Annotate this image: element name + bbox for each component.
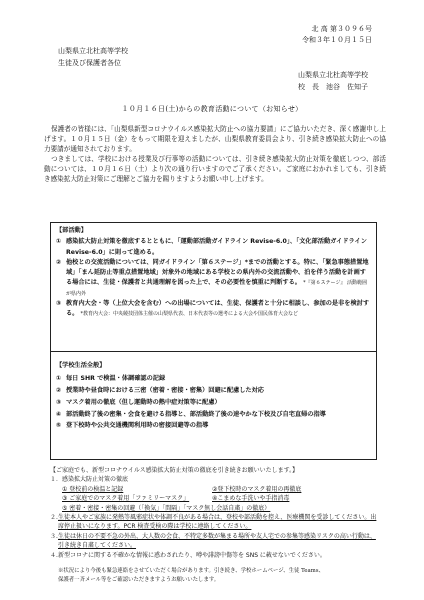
school-life-item-number: ③	[56, 398, 62, 406]
notice-sub-item: ②登下校時のマスク着用の再徹底	[212, 485, 302, 493]
sender-school: 山梨県立北杜高等学校	[298, 71, 368, 79]
notice-sub-item: ④こまめな手洗いや手指消毒	[212, 495, 290, 503]
school-life-item-text: マスク着用の徹底（但し運動時の熱中症対策等に配慮）	[66, 398, 221, 406]
school-life-item-number: ④	[56, 410, 62, 418]
club-item-text: 教育内大会・等（上位大会を含む）への出場については、生徒、保護者と十分に相談し、参加の是非を検討する。	[66, 300, 370, 318]
footnote	[58, 567, 378, 585]
sender-principal: 校 長 池谷 佐知子	[298, 83, 368, 91]
recipient-audience: 生徒及び保護者各位	[58, 59, 121, 67]
document-date: 令和３年１０月１５日	[302, 36, 372, 44]
notice-item-1: １．感染拡大防止対策の徹底	[50, 476, 129, 484]
footnote-line-2: 保護者一斉メール等をご確認いただきますようお願いいたします。	[58, 577, 220, 583]
school-life-heading: 【学校生活全般】	[56, 362, 106, 369]
notice-subrow	[50, 485, 377, 494]
school-life-item-text: 毎日 SHR で検温・体調確認の記録	[66, 375, 166, 383]
recipients	[58, 46, 128, 70]
club-item	[56, 237, 371, 258]
notice-subrow	[50, 504, 377, 513]
club-item-text: 他校との交流活動については、同ガイドライン「第６ステージ」*までの活動とする。特に、「緊急事態措置地域」「まん延防止等重点措置地域」対象外の地域にある学校との県内外の交流活動や、泊を伴う活動を計画する場合には、生徒・保護者と共通理解を図った上で、その必要性を慎重に判断する。	[66, 258, 369, 287]
document-header	[302, 24, 372, 46]
notice-sub-item: ③ ご家庭でのマスク着用「ファミリーマスク」	[62, 495, 190, 503]
school-life-item-number: ②	[56, 387, 62, 395]
school-life-item-text: 登下校時や公共交通機関利用時の密接回避等の指導	[66, 422, 209, 430]
notice-item-2-text: 生徒本人やご家族に発熱等風邪症状や体調不良がある場合は、登校や部活動を控え、医療機関を受診してください。出席停止扱いになります。PCR 検査受検の際は学校に連絡してください。	[58, 514, 377, 531]
club-item-number: ③	[56, 300, 62, 308]
school-life-item	[56, 386, 371, 396]
document-title: １０月１６日(土)からの教育活動について（お知らせ）	[121, 105, 303, 113]
notice-item-2: ２. 生徒本人やご家族に発熱等風邪症状や体調不良がある場合は、登校や部活動を控え、医療機関を受診してください。出席停止扱いになります。PCR 検査受検の際は学校に連絡してください。	[50, 514, 377, 531]
sender	[298, 70, 368, 94]
intro-paragraph-2: つきましては、学校における授業及び行事等の活動については、引き続き感染拡大防止対策を徹底しつつ、部活動については、１０月１６日（土）より次の通り行いますのでご了承ください。ご家庭におかれましても、引き続き感染拡大防止対策にご理解とご協力を賜りますようお願い申し上げます。	[44, 155, 386, 183]
intro-paragraph-1: 保護者の皆様には、「山梨県新型コロナウイルス感染拡大防止への協力要請」にご協力いただき、深く感謝申し上げます。１０月１５日（金）をもって期限を迎えましたが、山梨県教育委員会より、引き続き感染拡大防止への協力要請が通知されております。	[44, 125, 386, 153]
school-life-item-text: 授業時や昼食時における三密（密着・密接・密集）回避に配慮した対応	[66, 387, 264, 395]
notice-item-4-text: 新型コロナに関する不確かな情報に惑わされたり、噂や誹謗中傷等を SNS に載せないでください。	[58, 551, 326, 559]
school-life-item	[56, 421, 371, 431]
home-notice-heading: 【ご家庭でも、新型コロナウイルス感染拡大防止対策の徹底を引き続きお願いいたします。】	[50, 467, 299, 474]
notice-item-3: ３. 生徒は休日の不要不急の外出、大人数の会食、不特定多数が集まる場所や友人宅での参集等感染リスクの高い行動は、引き続き自粛してください。	[50, 532, 376, 550]
club-item	[56, 299, 371, 320]
document-number: 北 高 第３０９６号	[311, 25, 372, 33]
notice-sub-item: ⑤ 密着・密接・密集の回避（「換気」「間隔」「マスク無し会話自粛」の徹底）	[62, 504, 271, 512]
school-life-item-number: ⑤	[56, 422, 62, 430]
home-notice	[50, 466, 377, 560]
notice-subrow	[50, 494, 377, 503]
club-item-number: ①	[56, 238, 62, 246]
school-life-item-text: 部活動終了後の密集・会食を避ける指導と、部活動終了後の速やかな下校及び自宅直帰の指導	[66, 410, 326, 418]
club-item	[56, 258, 371, 299]
club-item-text: 感染拡大防止対策を徹底するとともに、「運動部活動ガイドライン Revise-6.0」、「文化部活動ガイドライン Revise-6.0」に則って進める。	[66, 238, 367, 256]
tournament-note: *教育内大会：中央競技団体主催の山梨県代表、日本代表等の選考による大会や国民体育大会など	[80, 311, 299, 318]
club-item-number: ②	[56, 258, 62, 266]
school-life-box	[50, 352, 377, 460]
school-life-item	[56, 398, 371, 408]
school-life-item-number: ①	[56, 375, 62, 383]
footnote-line-1: ※状況により今後も緊急連絡をさせていただく場合があります。引き続き、学校ホームページ、生徒 Teams、	[58, 568, 324, 574]
notice-sub-item: ① 登校前の検温と記録	[62, 485, 124, 493]
stage-note: *『第６ステージ』 活動範囲が県内外	[66, 280, 368, 297]
school-life-item	[56, 374, 371, 384]
club-activities-box	[50, 222, 377, 352]
intro-text	[44, 124, 386, 184]
notice-item-3-text: 生徒は休日の不要不急の外出、大人数の会食、不特定多数が集まる場所や友人宅での参集等感染リスクの高い行動は、引き続き自粛してください。	[58, 532, 376, 550]
recipient-school: 山梨県立北杜高等学校	[58, 47, 128, 55]
club-heading: 【部活動】	[56, 227, 87, 234]
notice-item-4: ４. 新型コロナに関する不確かな情報に惑わされたり、噂や誹謗中傷等を SNS に載せないでください。	[50, 551, 377, 560]
school-life-item	[56, 410, 371, 420]
